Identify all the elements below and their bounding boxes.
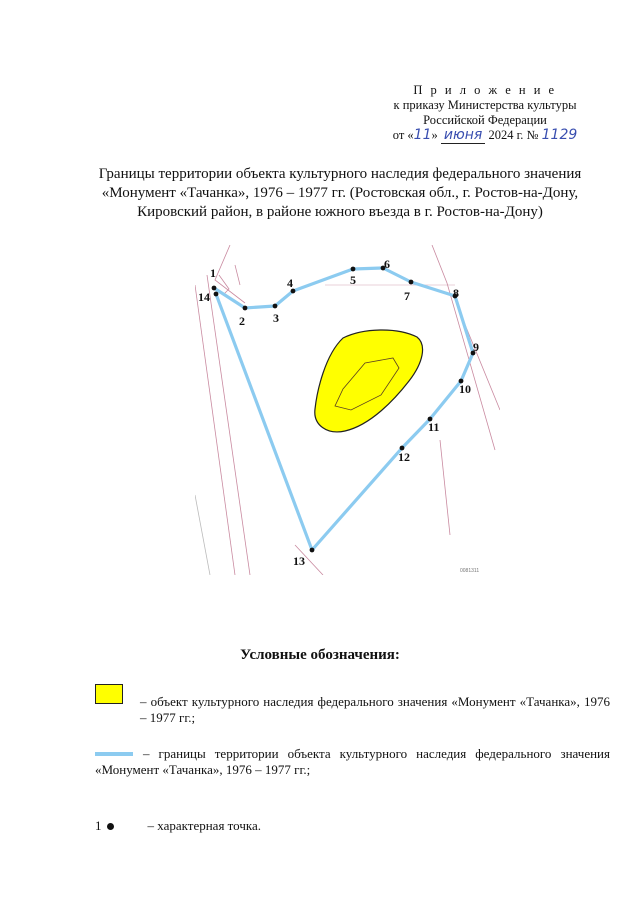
point-6 <box>381 257 390 271</box>
legend-point-dot <box>107 823 114 830</box>
svg-text:2: 2 <box>239 314 245 328</box>
title-line-3: Кировский район, в районе южного въезда в г. Ростов-на-Дону) <box>137 204 543 220</box>
svg-text:4: 4 <box>287 276 293 290</box>
point-3 <box>273 304 279 325</box>
year-text: 2024 г. № <box>488 128 539 142</box>
appendix-ministry-line: Российской Федерации <box>423 113 547 127</box>
legend-point-row <box>95 818 610 834</box>
title-line-1: Границы территории объекта культурного наследия федерального значения <box>98 166 582 182</box>
point-12 <box>398 446 410 464</box>
point-14 <box>198 290 218 304</box>
svg-text:13: 13 <box>293 554 305 568</box>
point-2 <box>239 306 247 328</box>
handwritten-day: 11 <box>413 127 432 143</box>
svg-text:8: 8 <box>453 286 459 300</box>
title-line-2: «Монумент «Тачанка», 1976 – 1977 гг. (Ростовская обл., г. Ростов-на-Дону, <box>101 185 579 201</box>
svg-text:12: 12 <box>398 450 410 464</box>
svg-text:1: 1 <box>210 266 216 280</box>
point-10 <box>459 379 471 396</box>
point-13 <box>293 548 314 568</box>
handwritten-month: июня <box>441 128 485 144</box>
appendix-order-line: к приказу Министерства культуры <box>393 98 577 112</box>
svg-text:14: 14 <box>198 290 210 304</box>
appendix-date-line <box>340 128 630 144</box>
legend-point-number: 1 <box>95 818 102 833</box>
svg-text:6: 6 <box>384 257 390 271</box>
svg-text:7: 7 <box>404 289 410 303</box>
svg-text:11: 11 <box>428 420 440 434</box>
date-mid: » <box>431 128 438 142</box>
legend-monument-swatch <box>95 684 123 704</box>
point-1 <box>210 266 216 290</box>
map-code-label: 0081311 <box>460 568 480 574</box>
monument-area <box>315 330 423 432</box>
handwritten-order-number: 1129 <box>541 127 578 143</box>
point-11 <box>428 417 440 434</box>
point-8 <box>453 286 459 300</box>
svg-text:3: 3 <box>273 311 279 325</box>
svg-text:9: 9 <box>473 340 479 354</box>
point-7 <box>404 280 413 303</box>
date-prefix: от « <box>392 128 414 142</box>
point-4 <box>287 276 295 293</box>
point-5 <box>350 267 356 287</box>
svg-text:10: 10 <box>459 382 471 396</box>
appendix-header <box>340 83 630 144</box>
document-title <box>60 165 620 222</box>
appendix-heading: П р и л о ж е н и е <box>413 83 557 97</box>
legend-monument-text: – объект культурного наследия федерального значения «Монумент «Тачанка», 1976 – 1977 гг.; <box>140 694 610 725</box>
legend-title: Условные обозначения: <box>240 647 400 663</box>
boundary-map <box>195 245 500 575</box>
legend-point-text: – характерная точка. <box>147 818 262 833</box>
legend-boundary-text: – границы территории объекта культурного наследия федерального значения «Монумент «Тачанка», 1976 – 1977 гг.; <box>95 746 610 777</box>
monument-outer-contour <box>315 330 423 432</box>
svg-text:5: 5 <box>350 273 356 287</box>
